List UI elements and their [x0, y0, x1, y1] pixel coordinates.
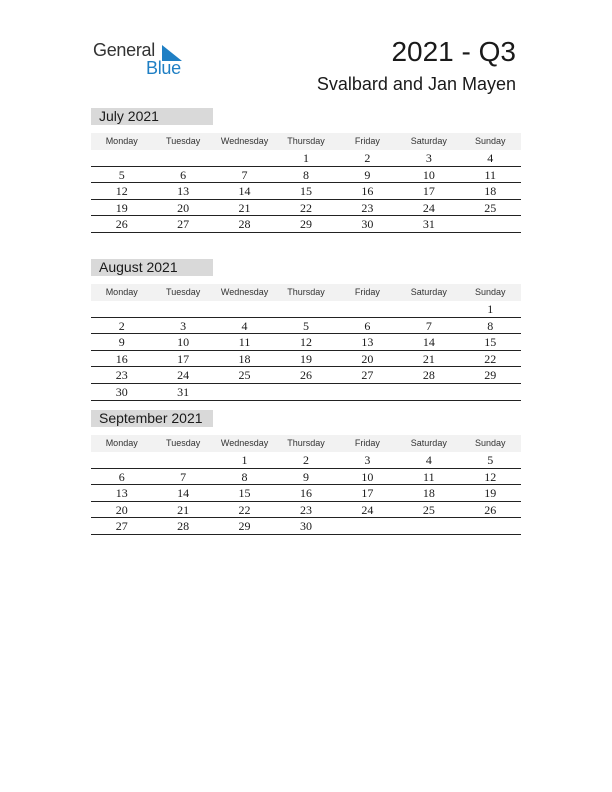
week-row: [91, 318, 521, 335]
date-cell: 11: [423, 469, 435, 484]
week-row: [91, 502, 521, 519]
page-title: 2021 - Q3: [391, 36, 516, 67]
date-cell: 27: [115, 519, 128, 534]
date-cell: 6: [180, 167, 187, 182]
weekday-label: Saturday: [410, 287, 447, 297]
date-cell: 29: [299, 217, 312, 232]
date-cell: 10: [177, 335, 190, 350]
date-cell: 3: [180, 318, 187, 333]
date-cell: 16: [361, 184, 374, 199]
date-cell: 10: [361, 469, 374, 484]
date-cell: [152, 452, 213, 468]
weekday-label: Monday: [105, 136, 138, 146]
date-cell: 7: [241, 167, 248, 182]
date-cell: 9: [118, 335, 125, 350]
date-cell: 16: [299, 486, 312, 501]
date-cell: 9: [302, 469, 309, 484]
week-row: [91, 200, 521, 217]
date-cell: [152, 150, 213, 166]
date-cell: 24: [177, 368, 190, 383]
week-row: [91, 183, 521, 200]
date-cell: 29: [238, 519, 251, 534]
date-cell: 12: [484, 469, 497, 484]
date-cell: [214, 384, 275, 400]
date-cell: 4: [487, 151, 494, 165]
date-cell: [337, 301, 398, 317]
date-cell: 26: [115, 217, 128, 232]
date-cell: 7: [180, 469, 187, 484]
week-row: [91, 452, 521, 469]
date-cell: [91, 452, 152, 468]
weekday-label: Thursday: [287, 287, 325, 297]
date-cell: 15: [238, 486, 251, 501]
date-cell: 24: [361, 502, 374, 517]
weekday-label: Sunday: [474, 438, 506, 448]
weekday-label: Saturday: [410, 438, 447, 448]
date-cell: 25: [484, 200, 497, 215]
weekday-label: Monday: [105, 438, 138, 448]
date-cell: 23: [361, 200, 374, 215]
date-cell: 22: [484, 351, 497, 366]
week-row: [91, 367, 521, 384]
date-cell: 3: [425, 151, 432, 165]
date-cell: 12: [299, 335, 312, 350]
weekday-label: Thursday: [287, 136, 325, 146]
date-cell: [398, 301, 459, 317]
date-cell: 20: [115, 502, 128, 517]
date-cell: 14: [177, 486, 190, 501]
month-title: August 2021: [91, 259, 213, 276]
date-cell: 30: [361, 217, 374, 232]
date-cell: 14: [422, 335, 435, 350]
date-cell: 30: [115, 384, 128, 399]
weekday-label: Saturday: [410, 136, 447, 146]
date-cell: 28: [422, 368, 435, 383]
week-row: [91, 150, 521, 167]
date-cell: 7: [425, 318, 432, 333]
date-cell: [91, 301, 152, 317]
date-cell: 6: [364, 318, 371, 333]
date-cell: 3: [364, 453, 371, 467]
weekday-header-row: [91, 435, 521, 452]
date-cell: 9: [364, 167, 371, 182]
date-cell: 13: [115, 486, 128, 501]
date-cell: [91, 150, 152, 166]
date-cell: 12: [115, 184, 128, 199]
date-cell: 24: [422, 200, 435, 215]
date-cell: [152, 301, 213, 317]
week-row: [91, 485, 521, 502]
date-cell: 18: [238, 351, 251, 366]
date-cell: 1: [487, 302, 494, 316]
weekday-label: Wednesday: [220, 438, 269, 448]
date-cell: 23: [115, 368, 128, 383]
date-cell: 26: [484, 502, 497, 517]
date-cell: 1: [241, 453, 248, 467]
month-block-july: [91, 108, 521, 233]
weekday-label: Wednesday: [220, 136, 269, 146]
month-title: July 2021: [91, 108, 213, 125]
date-cell: 17: [422, 184, 435, 199]
week-row: [91, 384, 521, 401]
date-cell: 14: [238, 184, 251, 199]
date-cell: [398, 518, 459, 534]
date-cell: [398, 384, 459, 400]
week-row: [91, 301, 521, 318]
date-cell: 2: [364, 151, 371, 165]
date-cell: 30: [299, 519, 312, 534]
date-cell: 31: [177, 384, 190, 399]
date-cell: 11: [484, 167, 497, 182]
date-cell: 6: [118, 469, 125, 484]
weekday-header-row: [91, 284, 521, 301]
weekday-label: Friday: [354, 136, 380, 146]
date-cell: 21: [422, 351, 435, 366]
month-block-september: [91, 410, 521, 535]
date-cell: [460, 518, 521, 534]
logo-text-general: General: [93, 40, 155, 60]
weekday-label: Tuesday: [166, 136, 201, 146]
date-cell: 20: [361, 351, 374, 366]
month-title: September 2021: [91, 410, 213, 427]
week-row: [91, 351, 521, 368]
date-cell: 4: [425, 453, 432, 467]
date-cell: 13: [361, 335, 374, 350]
date-cell: 27: [177, 217, 190, 232]
date-cell: 16: [115, 351, 128, 366]
date-cell: 5: [118, 167, 125, 182]
date-cell: 15: [299, 184, 312, 199]
date-cell: 19: [299, 351, 312, 366]
date-cell: [460, 216, 521, 232]
date-cell: 11: [238, 335, 251, 350]
date-cell: 25: [422, 502, 435, 517]
date-cell: 10: [422, 167, 435, 182]
generalblue-logo: [93, 40, 193, 80]
date-cell: 5: [487, 453, 494, 467]
weekday-label: Sunday: [474, 136, 506, 146]
date-cell: 1: [302, 151, 309, 165]
month-block-august: [91, 259, 521, 401]
weekday-label: Tuesday: [166, 287, 201, 297]
date-cell: 4: [241, 318, 248, 333]
date-cell: 28: [238, 217, 251, 232]
date-cell: 25: [238, 368, 251, 383]
weekday-header-row: [91, 133, 521, 150]
date-cell: 31: [422, 217, 435, 232]
date-cell: 20: [177, 200, 190, 215]
date-cell: 5: [302, 318, 309, 333]
date-cell: 21: [177, 502, 190, 517]
date-cell: [275, 301, 336, 317]
date-cell: 8: [241, 469, 248, 484]
date-cell: 2: [302, 453, 309, 467]
date-cell: [214, 301, 275, 317]
date-cell: 8: [302, 167, 309, 182]
date-cell: 19: [115, 200, 128, 215]
date-cell: 22: [238, 502, 251, 517]
date-cell: 19: [484, 486, 497, 501]
date-cell: [214, 150, 275, 166]
weekday-label: Sunday: [474, 287, 506, 297]
date-cell: [275, 384, 336, 400]
date-cell: 23: [299, 502, 312, 517]
date-cell: 17: [177, 351, 190, 366]
date-cell: 18: [484, 184, 497, 199]
logo-text-blue: Blue: [146, 58, 181, 78]
week-row: [91, 518, 521, 535]
weekday-label: Wednesday: [220, 287, 269, 297]
region-subtitle: Svalbard and Jan Mayen: [316, 74, 516, 94]
date-cell: 27: [361, 368, 374, 383]
week-row: [91, 469, 521, 486]
date-cell: 8: [487, 318, 494, 333]
date-cell: [460, 384, 521, 400]
weekday-label: Friday: [354, 438, 380, 448]
date-cell: 18: [422, 486, 435, 501]
week-row: [91, 334, 521, 351]
date-cell: 22: [299, 200, 312, 215]
weekday-label: Thursday: [287, 438, 325, 448]
date-cell: 15: [484, 335, 497, 350]
date-cell: 2: [118, 318, 125, 333]
weekday-label: Tuesday: [166, 438, 201, 448]
weekday-label: Friday: [354, 287, 380, 297]
week-row: [91, 167, 521, 184]
date-cell: 13: [177, 184, 190, 199]
week-row: [91, 216, 521, 233]
weekday-label: Monday: [105, 287, 138, 297]
date-cell: [337, 518, 398, 534]
date-cell: 29: [484, 368, 497, 383]
date-cell: 17: [361, 486, 374, 501]
date-cell: 28: [177, 519, 190, 534]
date-cell: [337, 384, 398, 400]
date-cell: 26: [299, 368, 312, 383]
date-cell: 21: [238, 200, 251, 215]
